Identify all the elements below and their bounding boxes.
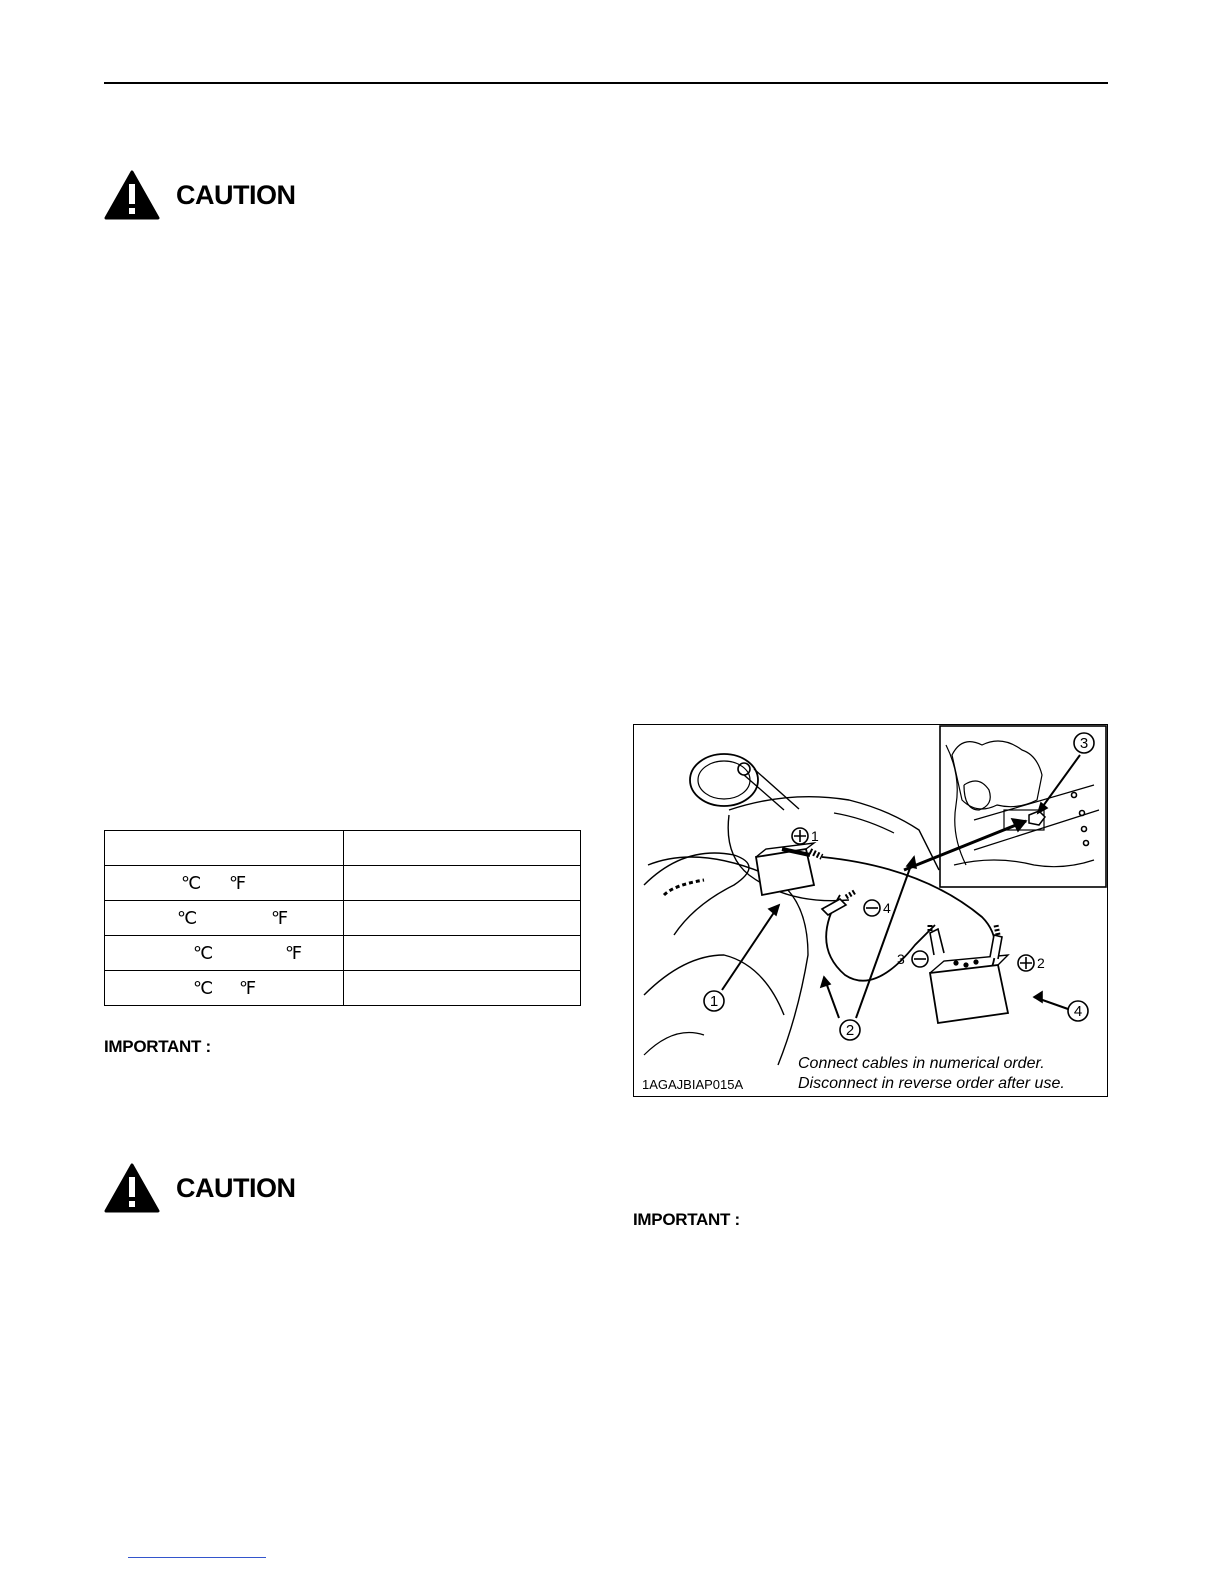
- caution-label: CAUTION: [176, 1172, 296, 1203]
- fahrenheit-unit: ℉: [229, 873, 247, 893]
- table-cell: [344, 936, 581, 971]
- terminal-label-4: 4: [883, 900, 891, 916]
- figure-code: 1AGAJBIAP015A: [642, 1077, 744, 1092]
- temperature-table: [104, 830, 581, 1006]
- table-row: [105, 971, 581, 1006]
- table-cell: [344, 901, 581, 936]
- callout-2: 2: [845, 1022, 855, 1039]
- caution-heading: [104, 1163, 296, 1213]
- table-row: [105, 866, 581, 901]
- table-cell: [105, 901, 344, 936]
- table-cell: [105, 971, 344, 1006]
- important-label: IMPORTANT :: [104, 1037, 211, 1056]
- celsius-unit: ℃: [177, 908, 198, 928]
- fahrenheit-unit: ℉: [271, 908, 289, 928]
- callout-4: 4: [1073, 1003, 1083, 1020]
- callout-1: 1: [709, 993, 719, 1010]
- jump-start-illustration: [633, 724, 1108, 1097]
- table-header-row: [105, 831, 581, 866]
- caution-label: CAUTION: [176, 179, 296, 210]
- warning-triangle-icon: [104, 170, 160, 220]
- caution-heading: [104, 170, 296, 220]
- fahrenheit-unit: ℉: [285, 943, 303, 963]
- terminal-label-1: 1: [811, 828, 819, 844]
- warning-triangle-icon: [104, 1163, 160, 1213]
- celsius-unit: ℃: [193, 943, 214, 963]
- important-label: IMPORTANT :: [633, 1210, 740, 1229]
- celsius-unit: ℃: [193, 978, 214, 998]
- celsius-unit: ℃: [181, 873, 202, 893]
- table-cell: [344, 866, 581, 901]
- table-row: [105, 936, 581, 971]
- footer-link-rule[interactable]: [128, 1557, 266, 1558]
- table-cell: [344, 971, 581, 1006]
- table-cell: [105, 866, 344, 901]
- terminal-label-2: 2: [1037, 955, 1045, 971]
- fahrenheit-unit: ℉: [239, 978, 257, 998]
- table-cell: [344, 831, 581, 866]
- table-cell: [105, 831, 344, 866]
- table-row: [105, 901, 581, 936]
- tractor-battery-drawing: [634, 725, 1107, 1096]
- table-cell: [105, 936, 344, 971]
- header-rule: [104, 82, 1108, 84]
- figure-note-line-2: Disconnect in reverse order after use.: [798, 1075, 1065, 1092]
- callout-3: 3: [1079, 735, 1089, 752]
- figure-note-line-1: Connect cables in numerical order.: [798, 1055, 1045, 1072]
- terminal-label-3: 3: [897, 951, 905, 967]
